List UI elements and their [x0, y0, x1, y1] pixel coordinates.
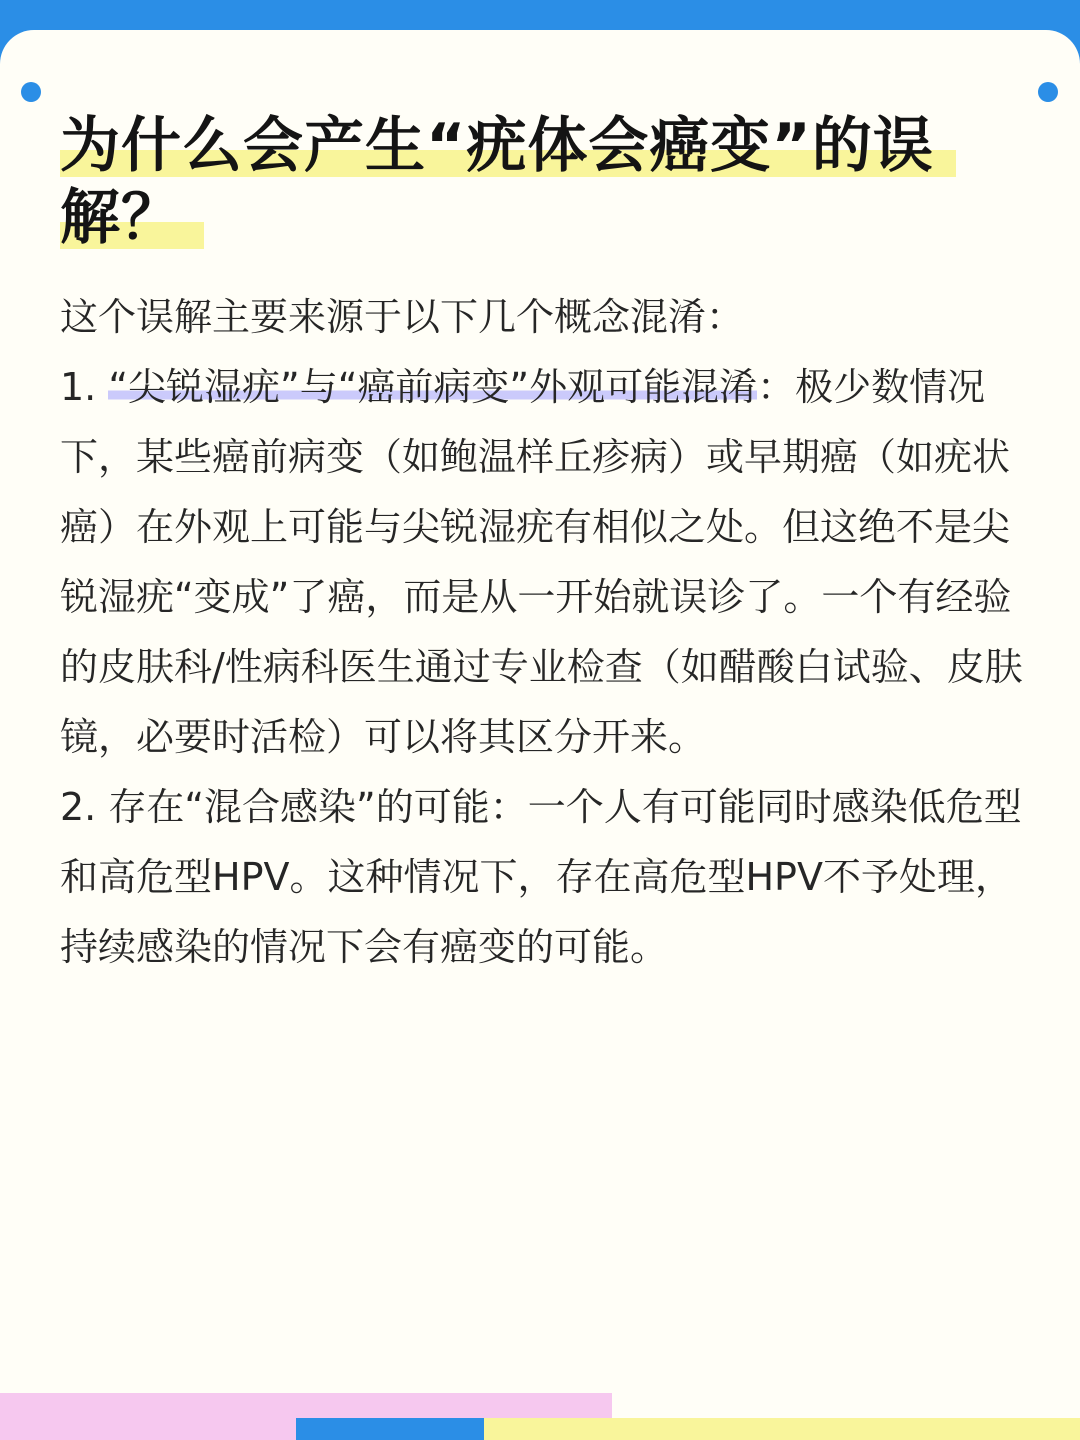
point-1-paragraph: [60, 352, 1025, 772]
article-body: [60, 282, 1025, 982]
binder-hole-left: [21, 82, 41, 102]
page-title: [60, 110, 1020, 254]
point-1-number: 1.: [60, 365, 109, 409]
binder-hole-right: [1038, 82, 1058, 102]
decor-yellow-strip: [484, 1418, 1080, 1440]
point-2-number: 2.: [60, 785, 109, 829]
point-2-text: ：一个人有可能同时感染低危型和高危型HPV。这种情况下，存在高危型HPV不予处理，持续感染的情况下会有癌变的可能。: [60, 785, 1022, 969]
decor-blue-strip: [296, 1418, 484, 1440]
title-highlight: 为什么会产生“疣体会癌变”的误解？: [60, 111, 956, 253]
point-1-heading: “尖锐湿疣”与“癌前病变”外观可能混淆: [108, 365, 758, 409]
point-2-paragraph: [60, 772, 1025, 982]
intro-paragraph: 这个误解主要来源于以下几个概念混淆：: [60, 295, 745, 339]
point-2-heading: 存在“混合感染”的可能: [108, 785, 490, 829]
point-1-text: ：极少数情况下，某些癌前病变（如鲍温样丘疹病）或早期癌（如疣状癌）在外观上可能与尖锐湿疣有相似之处。但这绝不是尖锐湿疣“变成”了癌，而是从一开始就误诊了。一个有经验的皮肤科/性病科医生通过专业检查（如醋酸白试验、皮肤镜，必要时活检）可以将其区分开来。: [60, 365, 1023, 759]
